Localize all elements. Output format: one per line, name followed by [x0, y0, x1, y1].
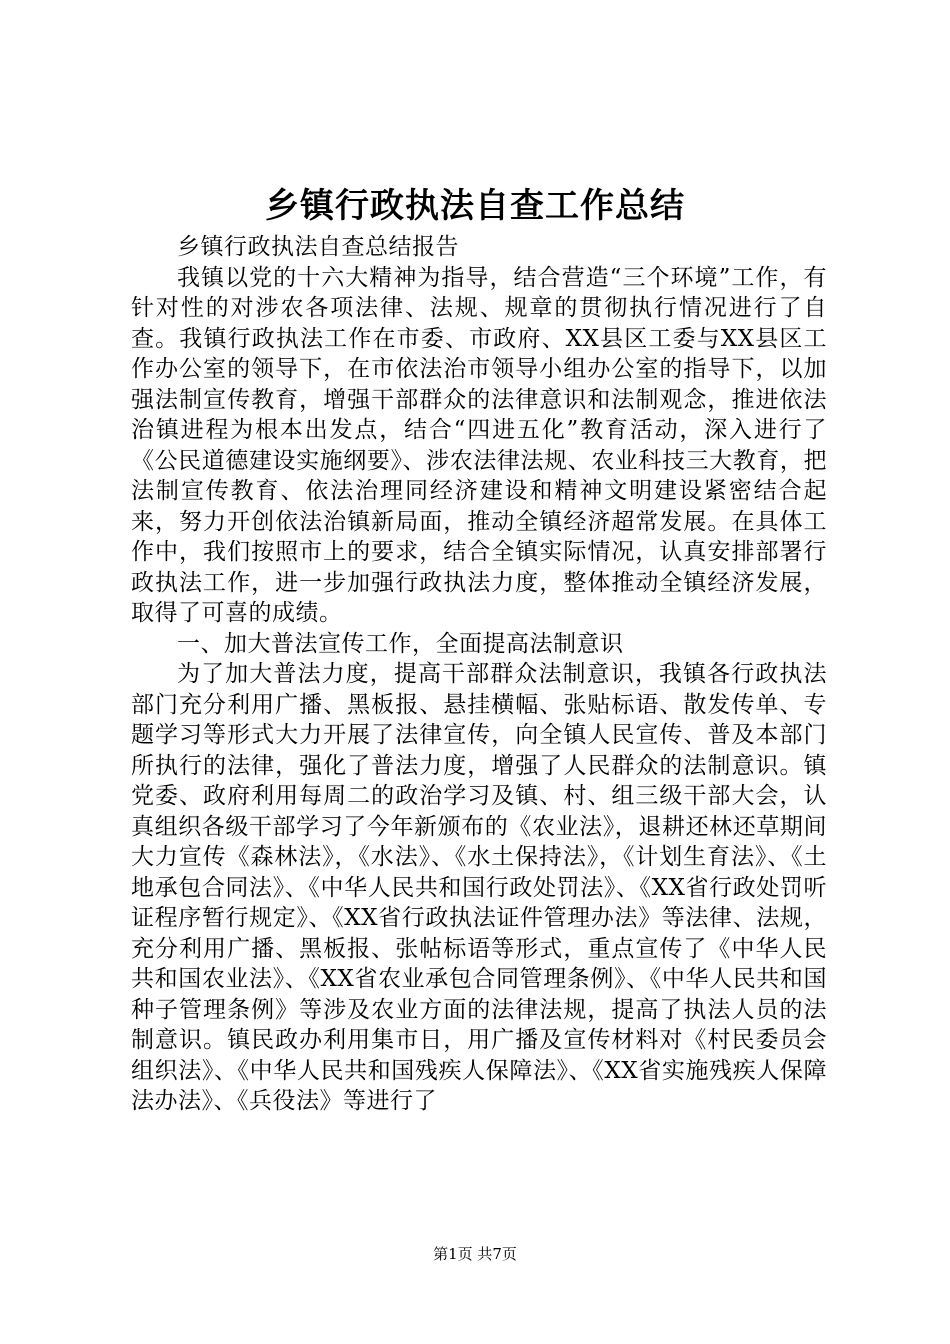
section-heading-1: 一、加大普法宣传工作，全面提高法制意识 [177, 630, 624, 657]
document-title: 乡镇行政执法自查工作总结 [265, 186, 685, 226]
paragraph-section-1: 为了加大普法力度，提高干部群众法制意识，我镇各行政执法部门充分利用广播、黑板报、悬挂横幅、张贴标语、散发传单、专题学习等形式大力开展了法律宣传，向全镇人民宣传、普及本部门所执行的法律，强化了普法力度，增强了人民群众的法制意识。镇党委、政府利用每周二的政治学习及镇、村、组三级干部大会，认真组织各级干部学习了今年新颁布的《农业法》，退耕还林还草期间大力宣传《森林法》，《水法》、《水土保持法》，《计划生育法》、《土地承包合同法》、《中华人民共和国行政处罚法》、《XX省行政处罚听证程序暂行规定》、《XX省行政执法证件管理办法》等法律、法规，充分利用广播、黑板报、张帖标语等形式，重点宣传了《中华人民共和国农业法》、《XX省农业承包合同管理条例》、《中华人民共和国种子管理条例》等涉及农业方面的法律法规，提高了执法人员的法制意识。镇民政办利用集市日，用广播及宣传材料对《村民委员会组织法》、《中华人民共和国残疾人保障法》、《XX省实施残疾人保障法办法》、《兵役法》等进行了 [131, 661, 827, 1114]
page-footer: 第1页 共7页 [433, 1245, 517, 1263]
document-body [131, 232, 827, 1117]
report-subtitle: 乡镇行政执法自查总结报告 [177, 234, 459, 260]
paragraph-intro: 我镇以党的十六大精神为指导，结合营造“三个环境”工作，有针对性的对涉农各项法律、法规、规章的贯彻执行情况进行了自查。我镇行政执法工作在市委、市政府、XX县区工委与XX县区工作办公室的领导下，在市依法治市领导小组办公室的指导下，以加强法制宣传教育，增强干部群众的法律意识和法制观念，推进依法治镇进程为根本出发点，结合“四进五化”教育活动，深入进行了《公民道德建设实施纲要》、涉农法律法规、农业科技三大教育，把法制宣传教育、依法治理同经济建设和精神文明建设紧密结合起来，努力开创依法治镇新局面，推动全镇经济超常发展。在具体工作中，我们按照市上的要求，结合全镇实际情况，认真安排部署行政执法工作，进一步加强行政执法力度，整体推动全镇经济发展，取得了可喜的成绩。 [131, 264, 827, 626]
